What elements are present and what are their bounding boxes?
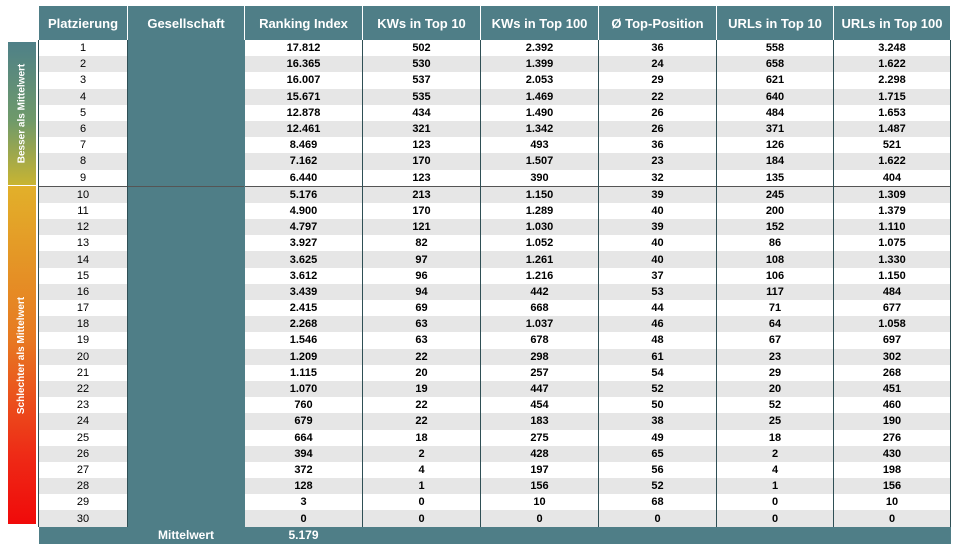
cell-top-position: 26 bbox=[599, 121, 717, 137]
cell-kws-top100: 275 bbox=[481, 430, 599, 446]
cell-urls-top10: 184 bbox=[717, 153, 834, 169]
cell-urls-top100: 1.330 bbox=[834, 251, 951, 267]
table-row bbox=[39, 284, 951, 300]
cell-kws-top100: 298 bbox=[481, 349, 599, 365]
table-row bbox=[39, 56, 951, 72]
cell-gesellschaft bbox=[128, 446, 245, 462]
cell-top-position: 40 bbox=[599, 203, 717, 219]
cell-urls-top100: 677 bbox=[834, 300, 951, 316]
cell-urls-top10: 658 bbox=[717, 56, 834, 72]
table-row bbox=[39, 494, 951, 510]
cell-ranking-index: 2.268 bbox=[245, 316, 363, 332]
header-ranking-index: Ranking Index bbox=[245, 6, 363, 40]
cell-top-position: 32 bbox=[599, 170, 717, 187]
cell-gesellschaft bbox=[128, 430, 245, 446]
footer-row bbox=[39, 527, 951, 544]
cell-urls-top10: 71 bbox=[717, 300, 834, 316]
cell-urls-top100: 268 bbox=[834, 365, 951, 381]
cell-urls-top100: 430 bbox=[834, 446, 951, 462]
cell-kws-top10: 22 bbox=[363, 349, 481, 365]
cell-kws-top10: 4 bbox=[363, 462, 481, 478]
cell-platzierung: 23 bbox=[39, 397, 128, 413]
table-row bbox=[39, 203, 951, 219]
cell-kws-top100: 1.469 bbox=[481, 89, 599, 105]
table-row bbox=[39, 170, 951, 187]
cell-gesellschaft bbox=[128, 203, 245, 219]
cell-platzierung: 6 bbox=[39, 121, 128, 137]
cell-urls-top10: 621 bbox=[717, 72, 834, 88]
cell-urls-top10: 52 bbox=[717, 397, 834, 413]
cell-top-position: 39 bbox=[599, 219, 717, 235]
table-row bbox=[39, 268, 951, 284]
cell-ranking-index: 3.612 bbox=[245, 268, 363, 284]
cell-kws-top10: 530 bbox=[363, 56, 481, 72]
header-urls-top100: URLs in Top 100 bbox=[834, 6, 951, 40]
cell-top-position: 36 bbox=[599, 137, 717, 153]
cell-urls-top100: 1.715 bbox=[834, 89, 951, 105]
cell-urls-top100: 198 bbox=[834, 462, 951, 478]
cell-urls-top100: 451 bbox=[834, 381, 951, 397]
cell-ranking-index: 0 bbox=[245, 510, 363, 526]
cell-urls-top10: 0 bbox=[717, 494, 834, 510]
cell-kws-top10: 94 bbox=[363, 284, 481, 300]
cell-urls-top10: 484 bbox=[717, 105, 834, 121]
cell-gesellschaft bbox=[128, 510, 245, 526]
cell-kws-top10: 20 bbox=[363, 365, 481, 381]
cell-platzierung: 19 bbox=[39, 332, 128, 348]
cell-urls-top10: 67 bbox=[717, 332, 834, 348]
cell-urls-top100: 156 bbox=[834, 478, 951, 494]
cell-ranking-index: 12.878 bbox=[245, 105, 363, 121]
cell-kws-top10: 213 bbox=[363, 186, 481, 203]
cell-kws-top10: 2 bbox=[363, 446, 481, 462]
header-urls-top10: URLs in Top 10 bbox=[717, 6, 834, 40]
cell-platzierung: 8 bbox=[39, 153, 128, 169]
cell-kws-top10: 170 bbox=[363, 203, 481, 219]
cell-kws-top10: 123 bbox=[363, 170, 481, 187]
cell-gesellschaft bbox=[128, 332, 245, 348]
cell-platzierung: 16 bbox=[39, 284, 128, 300]
cell-top-position: 29 bbox=[599, 72, 717, 88]
cell-urls-top100: 697 bbox=[834, 332, 951, 348]
table-row bbox=[39, 446, 951, 462]
cell-kws-top100: 1.150 bbox=[481, 186, 599, 203]
table-row bbox=[39, 349, 951, 365]
cell-gesellschaft bbox=[128, 494, 245, 510]
cell-urls-top10: 106 bbox=[717, 268, 834, 284]
cell-ranking-index: 5.176 bbox=[245, 186, 363, 203]
cell-gesellschaft bbox=[128, 284, 245, 300]
cell-kws-top10: 0 bbox=[363, 510, 481, 526]
header-platzierung: Platzierung bbox=[39, 6, 128, 40]
cell-kws-top100: 2.053 bbox=[481, 72, 599, 88]
cell-urls-top10: 117 bbox=[717, 284, 834, 300]
cell-platzierung: 11 bbox=[39, 203, 128, 219]
cell-ranking-index: 128 bbox=[245, 478, 363, 494]
table-row bbox=[39, 153, 951, 169]
cell-kws-top100: 10 bbox=[481, 494, 599, 510]
cell-urls-top10: 25 bbox=[717, 413, 834, 429]
table-row bbox=[39, 462, 951, 478]
cell-platzierung: 29 bbox=[39, 494, 128, 510]
cell-top-position: 40 bbox=[599, 235, 717, 251]
cell-kws-top100: 1.037 bbox=[481, 316, 599, 332]
cell-platzierung: 26 bbox=[39, 446, 128, 462]
cell-urls-top100: 1.622 bbox=[834, 153, 951, 169]
cell-kws-top10: 22 bbox=[363, 397, 481, 413]
cell-kws-top100: 442 bbox=[481, 284, 599, 300]
cell-top-position: 0 bbox=[599, 510, 717, 526]
cell-top-position: 40 bbox=[599, 251, 717, 267]
cell-gesellschaft bbox=[128, 397, 245, 413]
cell-urls-top100: 460 bbox=[834, 397, 951, 413]
cell-urls-top100: 1.075 bbox=[834, 235, 951, 251]
cell-urls-top10: 371 bbox=[717, 121, 834, 137]
header-gesellschaft: Gesellschaft bbox=[128, 6, 245, 40]
cell-urls-top10: 1 bbox=[717, 478, 834, 494]
cell-kws-top10: 123 bbox=[363, 137, 481, 153]
cell-ranking-index: 12.461 bbox=[245, 121, 363, 137]
cell-urls-top10: 64 bbox=[717, 316, 834, 332]
cell-kws-top100: 493 bbox=[481, 137, 599, 153]
table-row bbox=[39, 137, 951, 153]
table-row bbox=[39, 478, 951, 494]
header-top-position: Ø Top-Position bbox=[599, 6, 717, 40]
cell-platzierung: 20 bbox=[39, 349, 128, 365]
header-kws-top100: KWs in Top 100 bbox=[481, 6, 599, 40]
cell-kws-top100: 1.490 bbox=[481, 105, 599, 121]
table-row bbox=[39, 413, 951, 429]
cell-urls-top10: 29 bbox=[717, 365, 834, 381]
cell-urls-top100: 1.622 bbox=[834, 56, 951, 72]
cell-kws-top10: 1 bbox=[363, 478, 481, 494]
cell-platzierung: 14 bbox=[39, 251, 128, 267]
cell-top-position: 39 bbox=[599, 186, 717, 203]
cell-kws-top100: 454 bbox=[481, 397, 599, 413]
cell-kws-top10: 121 bbox=[363, 219, 481, 235]
table-row bbox=[39, 300, 951, 316]
cell-gesellschaft bbox=[128, 251, 245, 267]
cell-ranking-index: 16.365 bbox=[245, 56, 363, 72]
side-label-above-average-text: Besser als Mittelwert bbox=[16, 63, 28, 164]
cell-urls-top100: 10 bbox=[834, 494, 951, 510]
cell-gesellschaft bbox=[128, 349, 245, 365]
cell-urls-top10: 0 bbox=[717, 510, 834, 526]
cell-urls-top100: 1.379 bbox=[834, 203, 951, 219]
cell-kws-top10: 537 bbox=[363, 72, 481, 88]
side-label-above-average bbox=[8, 42, 36, 185]
cell-urls-top100: 521 bbox=[834, 137, 951, 153]
cell-gesellschaft bbox=[128, 413, 245, 429]
cell-ranking-index: 1.546 bbox=[245, 332, 363, 348]
cell-platzierung: 3 bbox=[39, 72, 128, 88]
cell-kws-top100: 1.289 bbox=[481, 203, 599, 219]
table-row bbox=[39, 381, 951, 397]
cell-urls-top10: 126 bbox=[717, 137, 834, 153]
cell-urls-top10: 86 bbox=[717, 235, 834, 251]
cell-platzierung: 1 bbox=[39, 40, 128, 56]
table-row bbox=[39, 430, 951, 446]
cell-platzierung: 5 bbox=[39, 105, 128, 121]
cell-kws-top10: 19 bbox=[363, 381, 481, 397]
cell-kws-top100: 257 bbox=[481, 365, 599, 381]
cell-gesellschaft bbox=[128, 40, 245, 56]
cell-urls-top100: 484 bbox=[834, 284, 951, 300]
cell-kws-top10: 0 bbox=[363, 494, 481, 510]
cell-gesellschaft bbox=[128, 89, 245, 105]
cell-kws-top100: 1.261 bbox=[481, 251, 599, 267]
cell-gesellschaft bbox=[128, 153, 245, 169]
cell-urls-top100: 1.110 bbox=[834, 219, 951, 235]
cell-ranking-index: 3.625 bbox=[245, 251, 363, 267]
cell-top-position: 50 bbox=[599, 397, 717, 413]
cell-urls-top10: 23 bbox=[717, 349, 834, 365]
cell-urls-top100: 3.248 bbox=[834, 40, 951, 56]
cell-urls-top10: 4 bbox=[717, 462, 834, 478]
cell-gesellschaft bbox=[128, 72, 245, 88]
cell-gesellschaft bbox=[128, 268, 245, 284]
cell-kws-top100: 1.052 bbox=[481, 235, 599, 251]
cell-top-position: 65 bbox=[599, 446, 717, 462]
cell-ranking-index: 3.439 bbox=[245, 284, 363, 300]
cell-ranking-index: 6.440 bbox=[245, 170, 363, 187]
cell-urls-top10: 18 bbox=[717, 430, 834, 446]
cell-urls-top100: 302 bbox=[834, 349, 951, 365]
header-kws-top10: KWs in Top 10 bbox=[363, 6, 481, 40]
cell-platzierung: 18 bbox=[39, 316, 128, 332]
cell-top-position: 22 bbox=[599, 89, 717, 105]
cell-urls-top100: 404 bbox=[834, 170, 951, 187]
cell-kws-top100: 156 bbox=[481, 478, 599, 494]
cell-kws-top10: 96 bbox=[363, 268, 481, 284]
cell-urls-top100: 1.487 bbox=[834, 121, 951, 137]
cell-top-position: 36 bbox=[599, 40, 717, 56]
cell-platzierung: 15 bbox=[39, 268, 128, 284]
cell-kws-top100: 1.030 bbox=[481, 219, 599, 235]
cell-platzierung: 13 bbox=[39, 235, 128, 251]
side-label-below-average-text: Schlechter als Mittelwert bbox=[16, 296, 28, 414]
table-row bbox=[39, 219, 951, 235]
cell-top-position: 46 bbox=[599, 316, 717, 332]
cell-urls-top100: 1.058 bbox=[834, 316, 951, 332]
cell-ranking-index: 1.209 bbox=[245, 349, 363, 365]
table-row bbox=[39, 235, 951, 251]
cell-ranking-index: 679 bbox=[245, 413, 363, 429]
cell-top-position: 68 bbox=[599, 494, 717, 510]
cell-platzierung: 25 bbox=[39, 430, 128, 446]
cell-kws-top100: 197 bbox=[481, 462, 599, 478]
cell-top-position: 26 bbox=[599, 105, 717, 121]
cell-gesellschaft bbox=[128, 170, 245, 187]
cell-gesellschaft bbox=[128, 186, 245, 203]
cell-gesellschaft bbox=[128, 219, 245, 235]
table-row bbox=[39, 510, 951, 526]
cell-top-position: 53 bbox=[599, 284, 717, 300]
cell-ranking-index: 1.070 bbox=[245, 381, 363, 397]
cell-gesellschaft bbox=[128, 365, 245, 381]
cell-top-position: 52 bbox=[599, 381, 717, 397]
cell-kws-top100: 1.507 bbox=[481, 153, 599, 169]
cell-ranking-index: 16.007 bbox=[245, 72, 363, 88]
cell-urls-top100: 276 bbox=[834, 430, 951, 446]
cell-urls-top100: 2.298 bbox=[834, 72, 951, 88]
table-row bbox=[39, 186, 951, 203]
cell-kws-top10: 97 bbox=[363, 251, 481, 267]
cell-kws-top10: 69 bbox=[363, 300, 481, 316]
cell-top-position: 48 bbox=[599, 332, 717, 348]
cell-kws-top10: 170 bbox=[363, 153, 481, 169]
table-row bbox=[39, 105, 951, 121]
cell-top-position: 54 bbox=[599, 365, 717, 381]
cell-ranking-index: 4.797 bbox=[245, 219, 363, 235]
cell-kws-top100: 1.216 bbox=[481, 268, 599, 284]
cell-platzierung: 7 bbox=[39, 137, 128, 153]
cell-kws-top10: 535 bbox=[363, 89, 481, 105]
table-row bbox=[39, 121, 951, 137]
cell-urls-top100: 190 bbox=[834, 413, 951, 429]
cell-platzierung: 2 bbox=[39, 56, 128, 72]
cell-platzierung: 30 bbox=[39, 510, 128, 526]
cell-kws-top10: 18 bbox=[363, 430, 481, 446]
cell-gesellschaft bbox=[128, 381, 245, 397]
cell-ranking-index: 8.469 bbox=[245, 137, 363, 153]
cell-platzierung: 22 bbox=[39, 381, 128, 397]
cell-top-position: 49 bbox=[599, 430, 717, 446]
table-row bbox=[39, 316, 951, 332]
cell-urls-top100: 0 bbox=[834, 510, 951, 526]
cell-urls-top10: 135 bbox=[717, 170, 834, 187]
footer-value: 5.179 bbox=[245, 527, 363, 544]
table-row bbox=[39, 251, 951, 267]
cell-urls-top100: 1.150 bbox=[834, 268, 951, 284]
cell-top-position: 61 bbox=[599, 349, 717, 365]
cell-ranking-index: 17.812 bbox=[245, 40, 363, 56]
cell-gesellschaft bbox=[128, 300, 245, 316]
cell-ranking-index: 664 bbox=[245, 430, 363, 446]
table-row bbox=[39, 332, 951, 348]
cell-ranking-index: 3.927 bbox=[245, 235, 363, 251]
table-row bbox=[39, 40, 951, 56]
cell-kws-top100: 668 bbox=[481, 300, 599, 316]
cell-platzierung: 4 bbox=[39, 89, 128, 105]
cell-kws-top100: 2.392 bbox=[481, 40, 599, 56]
ranking-table bbox=[38, 6, 951, 544]
cell-platzierung: 21 bbox=[39, 365, 128, 381]
cell-top-position: 37 bbox=[599, 268, 717, 284]
cell-gesellschaft bbox=[128, 316, 245, 332]
cell-ranking-index: 15.671 bbox=[245, 89, 363, 105]
cell-gesellschaft bbox=[128, 235, 245, 251]
cell-urls-top10: 640 bbox=[717, 89, 834, 105]
cell-urls-top10: 2 bbox=[717, 446, 834, 462]
cell-urls-top100: 1.309 bbox=[834, 186, 951, 203]
table-row bbox=[39, 89, 951, 105]
cell-platzierung: 12 bbox=[39, 219, 128, 235]
cell-gesellschaft bbox=[128, 56, 245, 72]
cell-ranking-index: 4.900 bbox=[245, 203, 363, 219]
cell-urls-top10: 20 bbox=[717, 381, 834, 397]
cell-kws-top100: 1.342 bbox=[481, 121, 599, 137]
table-row bbox=[39, 397, 951, 413]
cell-urls-top10: 200 bbox=[717, 203, 834, 219]
cell-ranking-index: 394 bbox=[245, 446, 363, 462]
cell-ranking-index: 760 bbox=[245, 397, 363, 413]
cell-kws-top10: 321 bbox=[363, 121, 481, 137]
cell-platzierung: 27 bbox=[39, 462, 128, 478]
cell-kws-top10: 63 bbox=[363, 316, 481, 332]
table-row bbox=[39, 365, 951, 381]
cell-urls-top10: 558 bbox=[717, 40, 834, 56]
cell-urls-top100: 1.653 bbox=[834, 105, 951, 121]
cell-top-position: 52 bbox=[599, 478, 717, 494]
cell-kws-top10: 502 bbox=[363, 40, 481, 56]
cell-kws-top100: 0 bbox=[481, 510, 599, 526]
cell-platzierung: 17 bbox=[39, 300, 128, 316]
cell-ranking-index: 7.162 bbox=[245, 153, 363, 169]
cell-top-position: 44 bbox=[599, 300, 717, 316]
cell-urls-top10: 152 bbox=[717, 219, 834, 235]
cell-gesellschaft bbox=[128, 137, 245, 153]
cell-platzierung: 28 bbox=[39, 478, 128, 494]
cell-kws-top100: 183 bbox=[481, 413, 599, 429]
cell-gesellschaft bbox=[128, 462, 245, 478]
cell-kws-top100: 1.399 bbox=[481, 56, 599, 72]
cell-top-position: 24 bbox=[599, 56, 717, 72]
cell-platzierung: 10 bbox=[39, 186, 128, 203]
cell-kws-top10: 82 bbox=[363, 235, 481, 251]
cell-kws-top10: 22 bbox=[363, 413, 481, 429]
cell-kws-top100: 678 bbox=[481, 332, 599, 348]
cell-top-position: 23 bbox=[599, 153, 717, 169]
side-label-below-average bbox=[8, 186, 36, 524]
cell-platzierung: 9 bbox=[39, 170, 128, 187]
cell-kws-top10: 434 bbox=[363, 105, 481, 121]
header-row bbox=[39, 6, 951, 40]
cell-gesellschaft bbox=[128, 121, 245, 137]
cell-kws-top100: 447 bbox=[481, 381, 599, 397]
cell-ranking-index: 2.415 bbox=[245, 300, 363, 316]
cell-ranking-index: 372 bbox=[245, 462, 363, 478]
footer-label: Mittelwert bbox=[128, 527, 245, 544]
cell-platzierung: 24 bbox=[39, 413, 128, 429]
cell-kws-top10: 63 bbox=[363, 332, 481, 348]
cell-top-position: 38 bbox=[599, 413, 717, 429]
table-row bbox=[39, 72, 951, 88]
cell-kws-top100: 428 bbox=[481, 446, 599, 462]
cell-top-position: 56 bbox=[599, 462, 717, 478]
cell-gesellschaft bbox=[128, 105, 245, 121]
cell-ranking-index: 1.115 bbox=[245, 365, 363, 381]
cell-kws-top100: 390 bbox=[481, 170, 599, 187]
cell-ranking-index: 3 bbox=[245, 494, 363, 510]
cell-urls-top10: 245 bbox=[717, 186, 834, 203]
cell-gesellschaft bbox=[128, 478, 245, 494]
cell-urls-top10: 108 bbox=[717, 251, 834, 267]
